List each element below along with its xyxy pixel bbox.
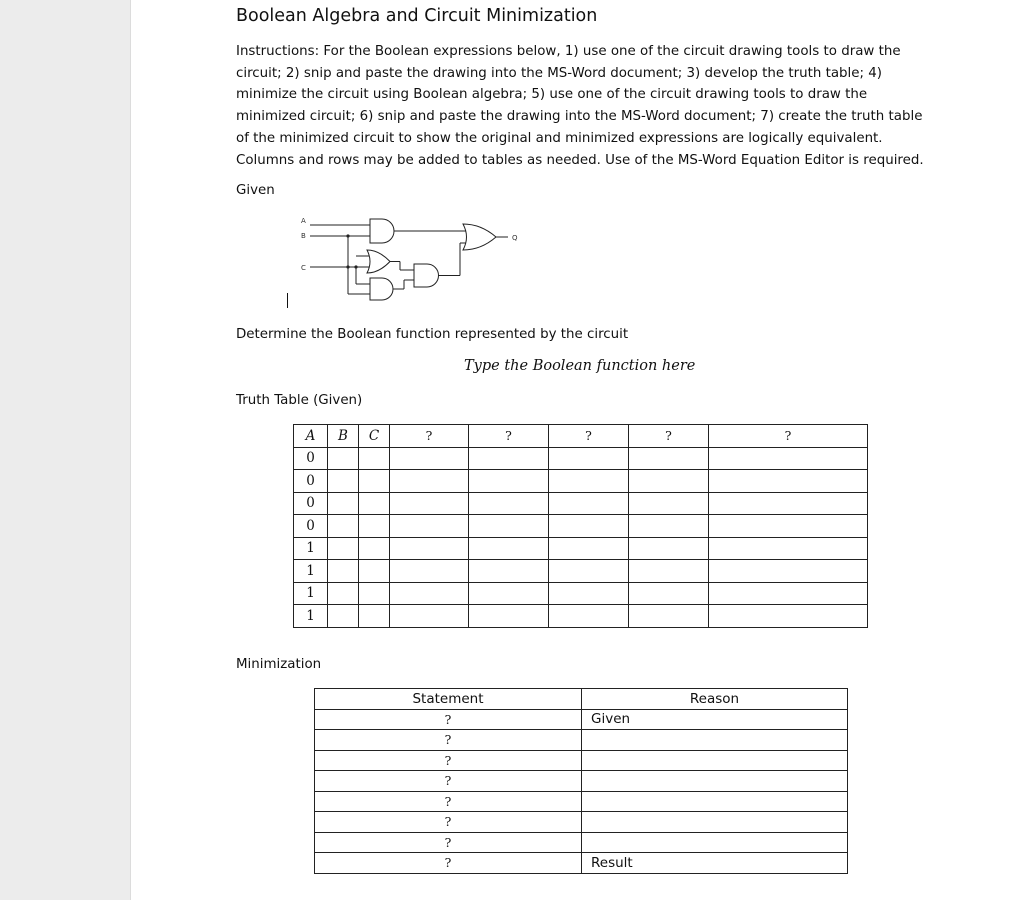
truth-cell[interactable] (629, 560, 709, 583)
table-row (294, 537, 868, 560)
truth-cell[interactable] (709, 447, 868, 470)
document-title: Boolean Algebra and Circuit Minimization (236, 6, 598, 26)
truth-cell[interactable] (359, 560, 390, 583)
truth-cell[interactable] (709, 492, 868, 515)
truth-cell[interactable]: 1 (294, 537, 328, 560)
truth-cell[interactable] (390, 560, 469, 583)
truth-cell[interactable] (390, 492, 469, 515)
junction-dot (354, 265, 357, 268)
truth-cell[interactable] (469, 605, 549, 628)
minimization-table[interactable] (314, 688, 848, 874)
junction-dot (346, 234, 349, 237)
truth-cell[interactable] (469, 582, 549, 605)
truth-cell[interactable] (359, 492, 390, 515)
truth-cell[interactable] (709, 515, 868, 538)
truth-cell[interactable] (549, 560, 629, 583)
truth-header-col8[interactable]: ? (709, 425, 868, 448)
truth-cell[interactable] (709, 605, 868, 628)
truth-table-label: Truth Table (Given) (236, 393, 363, 408)
truth-cell[interactable] (469, 447, 549, 470)
table-row (294, 560, 868, 583)
truth-cell[interactable] (629, 447, 709, 470)
truth-cell[interactable] (549, 537, 629, 560)
truth-cell[interactable]: 1 (294, 605, 328, 628)
junction-dot (346, 265, 349, 268)
truth-cell[interactable] (359, 537, 390, 560)
table-row (294, 492, 868, 515)
truth-cell[interactable]: 0 (294, 515, 328, 538)
reason-cell[interactable] (582, 791, 848, 812)
circuit-output-stage (286, 210, 546, 310)
truth-header-c[interactable]: C (359, 425, 390, 448)
reason-header[interactable]: Reason (582, 689, 848, 710)
truth-table-header-row (294, 425, 868, 448)
truth-cell[interactable] (328, 605, 359, 628)
truth-cell[interactable]: 1 (294, 582, 328, 605)
truth-cell[interactable] (359, 605, 390, 628)
boolean-function-placeholder[interactable]: Type the Boolean function here (464, 358, 696, 374)
table-row (294, 582, 868, 605)
truth-cell[interactable]: 0 (294, 447, 328, 470)
statement-cell[interactable]: ? (315, 709, 582, 730)
truth-cell[interactable] (629, 582, 709, 605)
truth-cell[interactable]: 1 (294, 560, 328, 583)
truth-cell[interactable] (549, 492, 629, 515)
input-label-b: B (301, 232, 306, 240)
statement-cell[interactable]: ? (315, 812, 582, 833)
statement-cell[interactable]: ? (315, 730, 582, 751)
truth-cell[interactable] (328, 537, 359, 560)
truth-cell[interactable] (390, 515, 469, 538)
minimization-label: Minimization (236, 657, 322, 672)
truth-cell[interactable] (390, 447, 469, 470)
truth-cell[interactable] (709, 537, 868, 560)
statement-cell[interactable]: ? (315, 750, 582, 771)
given-label: Given (236, 183, 275, 198)
truth-cell[interactable] (328, 560, 359, 583)
truth-cell[interactable] (390, 582, 469, 605)
table-row (315, 812, 848, 833)
statement-cell[interactable]: ? (315, 791, 582, 812)
truth-header-col7[interactable]: ? (629, 425, 709, 448)
truth-cell[interactable] (629, 605, 709, 628)
truth-cell[interactable] (629, 470, 709, 493)
truth-cell[interactable] (359, 470, 390, 493)
truth-cell[interactable] (390, 537, 469, 560)
truth-cell[interactable] (328, 470, 359, 493)
reason-cell[interactable] (582, 750, 848, 771)
table-row (294, 447, 868, 470)
truth-cell[interactable] (469, 470, 549, 493)
truth-cell[interactable]: 0 (294, 470, 328, 493)
output-label-q: Q (512, 234, 518, 242)
table-row (315, 709, 848, 730)
statement-cell[interactable]: ? (315, 771, 582, 792)
left-gutter (0, 0, 131, 900)
statement-cell[interactable]: ? (315, 853, 582, 874)
truth-cell[interactable] (469, 560, 549, 583)
truth-header-a[interactable]: A (294, 425, 328, 448)
truth-cell[interactable] (390, 605, 469, 628)
truth-header-col6[interactable]: ? (549, 425, 629, 448)
truth-cell[interactable] (359, 582, 390, 605)
determine-label: Determine the Boolean function represented by the circuit (236, 327, 629, 342)
input-label-c: C (301, 264, 306, 272)
truth-cell[interactable] (549, 515, 629, 538)
truth-cell[interactable] (709, 582, 868, 605)
minimization-header-row (315, 689, 848, 710)
truth-cell[interactable] (328, 515, 359, 538)
statement-header[interactable]: Statement (315, 689, 582, 710)
table-row (294, 470, 868, 493)
table-row (315, 771, 848, 792)
truth-cell[interactable] (359, 447, 390, 470)
truth-cell[interactable] (709, 560, 868, 583)
table-row (294, 605, 868, 628)
truth-cell[interactable]: 0 (294, 492, 328, 515)
truth-cell[interactable] (629, 492, 709, 515)
or-gate-final (463, 224, 496, 250)
truth-cell[interactable] (549, 605, 629, 628)
truth-cell[interactable] (328, 582, 359, 605)
table-row (315, 791, 848, 812)
truth-cell[interactable] (390, 470, 469, 493)
statement-cell[interactable]: ? (315, 832, 582, 853)
table-row (294, 515, 868, 538)
truth-header-col4[interactable]: ? (390, 425, 469, 448)
truth-header-col5[interactable]: ? (469, 425, 549, 448)
truth-cell[interactable] (469, 537, 549, 560)
truth-cell[interactable] (359, 515, 390, 538)
truth-cell[interactable] (328, 492, 359, 515)
text-cursor (287, 293, 288, 308)
truth-cell[interactable] (328, 447, 359, 470)
truth-cell[interactable] (469, 492, 549, 515)
truth-cell[interactable] (549, 470, 629, 493)
table-row (315, 832, 848, 853)
truth-cell[interactable] (469, 515, 549, 538)
reason-cell[interactable] (582, 730, 848, 751)
truth-header-b[interactable]: B (328, 425, 359, 448)
reason-cell[interactable] (582, 812, 848, 833)
input-label-a: A (301, 217, 306, 225)
table-row (315, 730, 848, 751)
reason-cell[interactable] (582, 832, 848, 853)
reason-cell[interactable] (582, 771, 848, 792)
instructions-paragraph: Instructions: For the Boolean expressions below, 1) use one of the circuit drawing tools to draw the circuit; 2) snip and paste the drawing into the MS-Word document; 3) develop the truth table; 4) minimize the circuit using Boolean algebra; 5) use one of the circuit drawing tools to draw the minimized circuit; 6) snip and paste the drawing into the MS-Word document; 7) create the truth table of the minimized circuit to show the original and minimized expressions are logically equivalent. Columns and rows may be added to tables as needed. Use of the MS-Word Equation Editor is required. (236, 44, 924, 168)
truth-cell[interactable] (709, 470, 868, 493)
reason-cell[interactable]: Given (582, 709, 848, 730)
reason-cell[interactable]: Result (582, 853, 848, 874)
truth-cell[interactable] (549, 582, 629, 605)
truth-cell[interactable] (549, 447, 629, 470)
table-row (315, 750, 848, 771)
truth-cell[interactable] (629, 515, 709, 538)
table-row (315, 853, 848, 874)
truth-cell[interactable] (629, 537, 709, 560)
truth-table[interactable] (293, 424, 868, 628)
document-page[interactable] (131, 0, 1024, 900)
